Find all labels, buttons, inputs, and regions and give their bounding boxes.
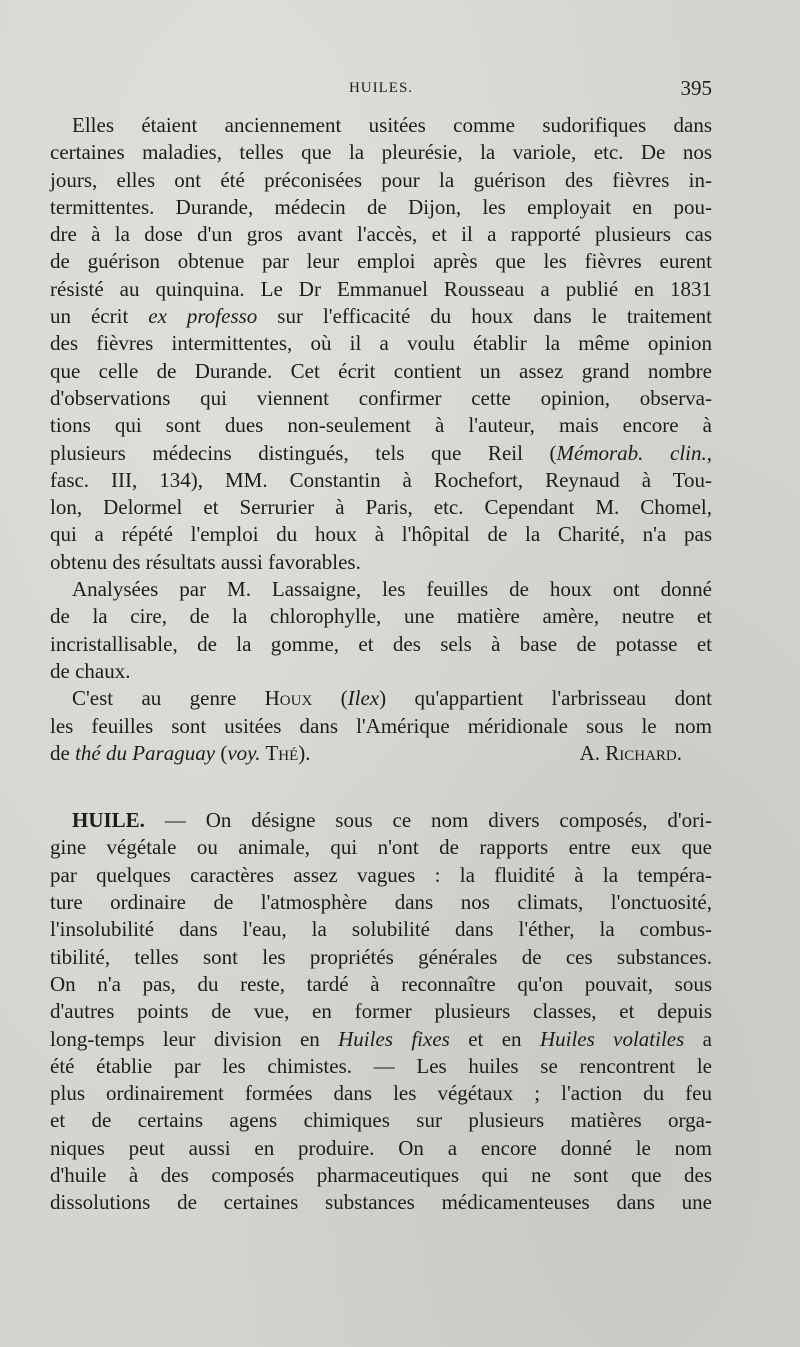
author-signature: A. Richard. (579, 740, 682, 765)
text-line: de guérison obtenue par leur emploi après que les fièvres eurent (50, 249, 712, 274)
text-run: ) qu'appartient l'arbrisseau dont (379, 686, 712, 711)
text-run: et en (449, 1026, 540, 1051)
text-line: On n'a pas, du reste, tardé à reconnaître qu'on pouvait, sous (50, 971, 712, 996)
text-line: certaines maladies, telles que la pleurésie, la variole, etc. De nos (50, 140, 712, 165)
text-line: dissolutions de certaines substances médicamenteuses dans une (50, 1190, 712, 1215)
text-line: jours, elles ont été préconisées pour la guérison des fièvres in- (50, 167, 712, 192)
text-line: été établie par les chimistes. — Les huiles se rencontrent le (50, 1053, 712, 1078)
italic-run: Mémorab. clin. (556, 440, 707, 465)
text-run: ( (312, 686, 348, 711)
text-run: ( (215, 740, 228, 765)
text-run: , (706, 440, 712, 465)
text-line: résisté au quinquina. Le Dr Emmanuel Rousseau a publié en 1831 (50, 276, 712, 301)
italic-run: thé du Paraguay (75, 740, 216, 765)
text-run: a (684, 1026, 712, 1051)
text-line: par quelques caractères assez vagues : la fluidité à la tempéra- (50, 862, 712, 887)
italic-run: Huiles fixes (338, 1026, 450, 1051)
text-line: les feuilles sont usitées dans l'Amérique méridionale sous le nom (50, 713, 712, 738)
text-line: lon, Delormel et Serrurier à Paris, etc. Cependant M. Chomel, (50, 495, 712, 520)
text-line (50, 1026, 712, 1053)
text-line: fasc. III, 134), MM. Constantin à Rochefort, Reynaud à Tou- (50, 467, 712, 492)
running-head (50, 76, 712, 104)
text-run: sur l'efficacité du houx dans le traitement (257, 304, 712, 329)
text-line: des fièvres intermittentes, où il a voulu établir la même opinion (50, 331, 712, 356)
running-title: HUILES. (348, 80, 414, 96)
text-line: d'observations qui viennent confirmer cette opinion, observa- (50, 385, 712, 410)
body-text (50, 112, 712, 1217)
text-line: que celle de Durande. Cet écrit contient un assez grand nombre (50, 358, 712, 383)
italic-run: voy. (227, 740, 261, 765)
text-line: de la cire, de la chlorophylle, une matière amère, neutre et (50, 604, 712, 629)
page-number: 395 (680, 76, 712, 100)
text-line: plus ordinairement formées dans les végétaux ; l'action du feu (50, 1081, 712, 1106)
text-line: tibilité, telles sont les propriétés générales de ces substances. (50, 944, 712, 969)
text-line: obtenu des résultats aussi favorables. (50, 549, 361, 574)
text-run: — On désigne sous ce nom divers composés, d'ori- (144, 808, 712, 833)
text-line: incristallisable, de la gomme, et des sels à base de potasse et (50, 631, 712, 656)
small-caps-run: Houx (264, 686, 313, 711)
text-line: et de certains agens chimiques sur plusieurs matières orga- (50, 1108, 712, 1133)
text-line: l'insolubilité dans l'eau, la solubilité dans l'éther, la combus- (50, 917, 712, 942)
text-line: Analysées par M. Lassaigne, les feuilles de houx ont donné (72, 577, 712, 602)
text-run: C'est au genre (72, 686, 265, 711)
text-line: dre à la dose d'un gros avant l'accès, et il a rapporté plusieurs cas (50, 222, 712, 247)
entry-headword: HUILE. (72, 808, 145, 833)
text-line: tions qui sont dues non-seulement à l'auteur, mais encore à (50, 413, 712, 438)
text-line (50, 440, 712, 467)
text-line (50, 303, 712, 330)
text-run: de (50, 740, 76, 765)
text-line: de chaux. (50, 658, 131, 683)
text-line: termittentes. Durande, médecin de Dijon, les employait en pou- (50, 194, 712, 219)
text-line: ture ordinaire de l'atmosphère dans nos climats, l'onctuosité, (50, 890, 712, 915)
text-line: d'autres points de vue, en former plusieurs classes, et depuis (50, 999, 712, 1024)
text-run: un écrit (50, 304, 149, 329)
italic-run: Ilex (347, 686, 380, 711)
text-line: gine végétale ou animale, qui n'ont de rapports entre eux que (50, 835, 712, 860)
text-line: qui a répété l'emploi du houx à l'hôpital de la Charité, n'a pas (50, 522, 712, 547)
text-run: plusieurs médecins distingués, tels que Reil ( (50, 440, 557, 465)
text-line: d'huile à des composés pharmaceutiques qui ne sont que des (50, 1162, 712, 1187)
text-run: Thé). (260, 740, 311, 765)
text-line (50, 685, 712, 712)
text-line: niques peut aussi en produire. On a encore donné le nom (50, 1135, 712, 1160)
italic-run: Huiles volatiles (539, 1026, 685, 1051)
italic-run: ex professo (148, 304, 258, 329)
section-gap (50, 767, 712, 807)
text-run: long-temps leur division en (50, 1026, 339, 1051)
text-line: Elles étaient anciennement usitées comme sudorifiques dans (72, 113, 712, 137)
text-line (50, 807, 712, 834)
text-line (50, 740, 712, 767)
